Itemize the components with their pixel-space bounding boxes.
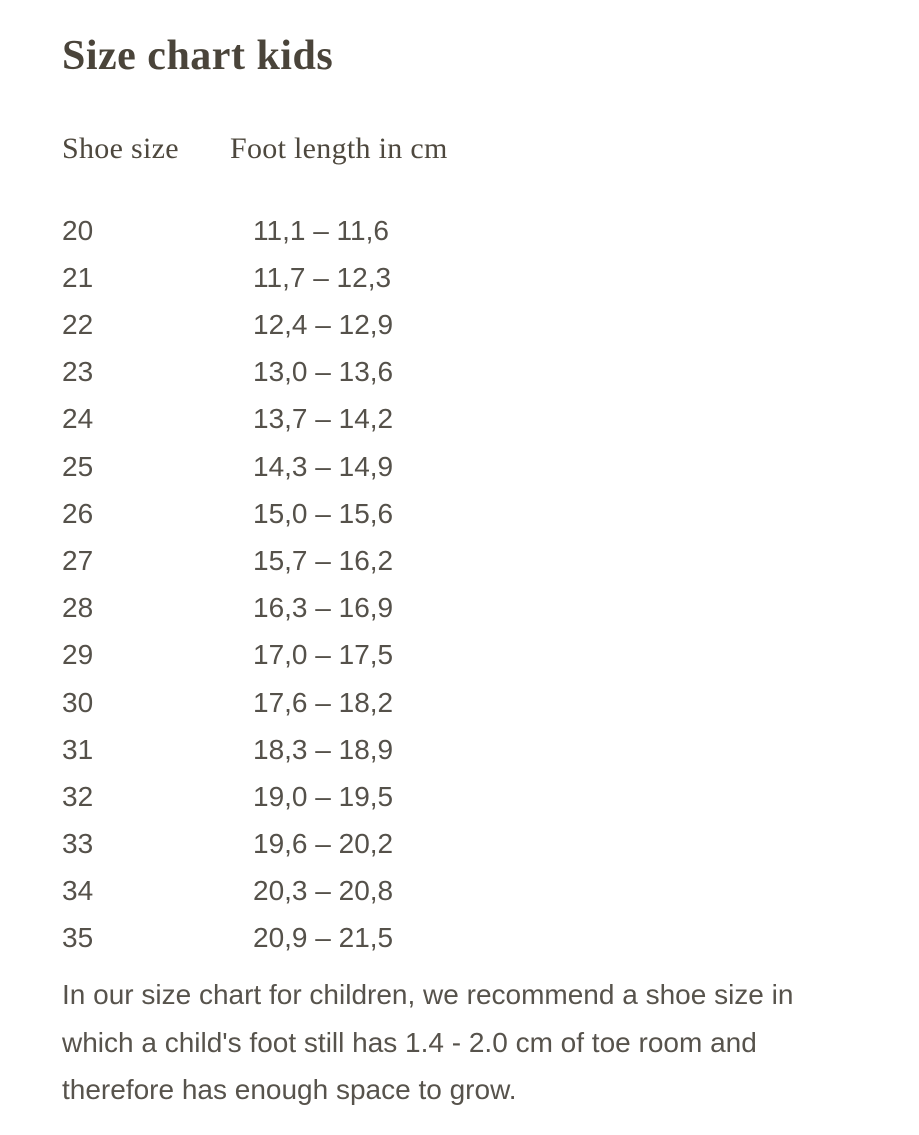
shoe-size-cell: 20 [62,214,94,246]
table-row [62,632,857,679]
foot-length-cell: 12,4 – 12,9 [253,309,394,340]
foot-length-cell: 11,1 – 11,6 [253,214,389,246]
foot-length-cell: 19,0 – 19,5 [253,780,394,812]
table-row [62,349,857,396]
table-row [62,820,857,867]
column-header-foot-length: Foot length in cm [230,132,448,166]
table-row [62,207,857,254]
foot-length-cell: 13,7 – 14,2 [253,403,394,435]
foot-length-cell: 15,7 – 16,2 [253,544,394,576]
shoe-size-cell: 26 [62,497,94,529]
table-row [62,443,857,490]
shoe-size-cell: 23 [62,356,94,388]
toe-room-note: In our size chart for children, we recommend a shoe size in which a child's foot still has 1.4 - 2.0 cm of toe room and therefore has enough space to grow. [62,979,794,1106]
table-row [62,490,857,537]
foot-length-cell: 13,0 – 13,6 [253,356,394,388]
shoe-size-cell: 29 [62,639,94,671]
foot-length-cell: 15,0 – 15,6 [253,497,394,529]
table-row [62,915,857,962]
table-row [62,396,857,443]
foot-length-cell: 18,3 – 18,9 [253,733,394,765]
foot-length-cell: 17,0 – 17,5 [253,639,394,671]
shoe-size-cell: 32 [62,780,94,812]
table-row [62,726,857,773]
shoe-size-cell: 28 [62,592,94,624]
size-table-body [62,207,857,962]
table-row [62,773,857,820]
shoe-size-cell: 31 [62,733,94,765]
shoe-size-cell: 21 [62,261,94,293]
page-title: Size chart kids [62,33,334,79]
foot-length-cell: 19,6 – 20,2 [253,828,394,860]
foot-length-cell: 11,7 – 12,3 [253,261,392,293]
foot-length-cell: 20,3 – 20,8 [253,875,394,907]
foot-length-cell: 20,9 – 21,5 [253,922,394,954]
size-table-header-row [62,132,857,165]
table-row [62,868,857,915]
table-row [62,585,857,632]
shoe-size-cell: 25 [62,450,94,482]
table-row [62,301,857,348]
shoe-size-cell: 22 [62,309,94,340]
table-row [62,537,857,584]
table-row [62,254,857,301]
shoe-size-cell: 27 [62,544,94,576]
foot-length-cell: 16,3 – 16,9 [253,592,394,624]
shoe-size-cell: 30 [62,686,94,718]
foot-length-cell: 14,3 – 14,9 [253,450,394,482]
foot-length-cell: 17,6 – 18,2 [253,686,394,718]
shoe-size-cell: 34 [62,875,94,907]
column-header-shoe-size: Shoe size [62,132,179,166]
shoe-size-cell: 24 [62,403,94,435]
table-row [62,679,857,726]
shoe-size-cell: 33 [62,828,94,860]
shoe-size-cell: 35 [62,922,94,954]
